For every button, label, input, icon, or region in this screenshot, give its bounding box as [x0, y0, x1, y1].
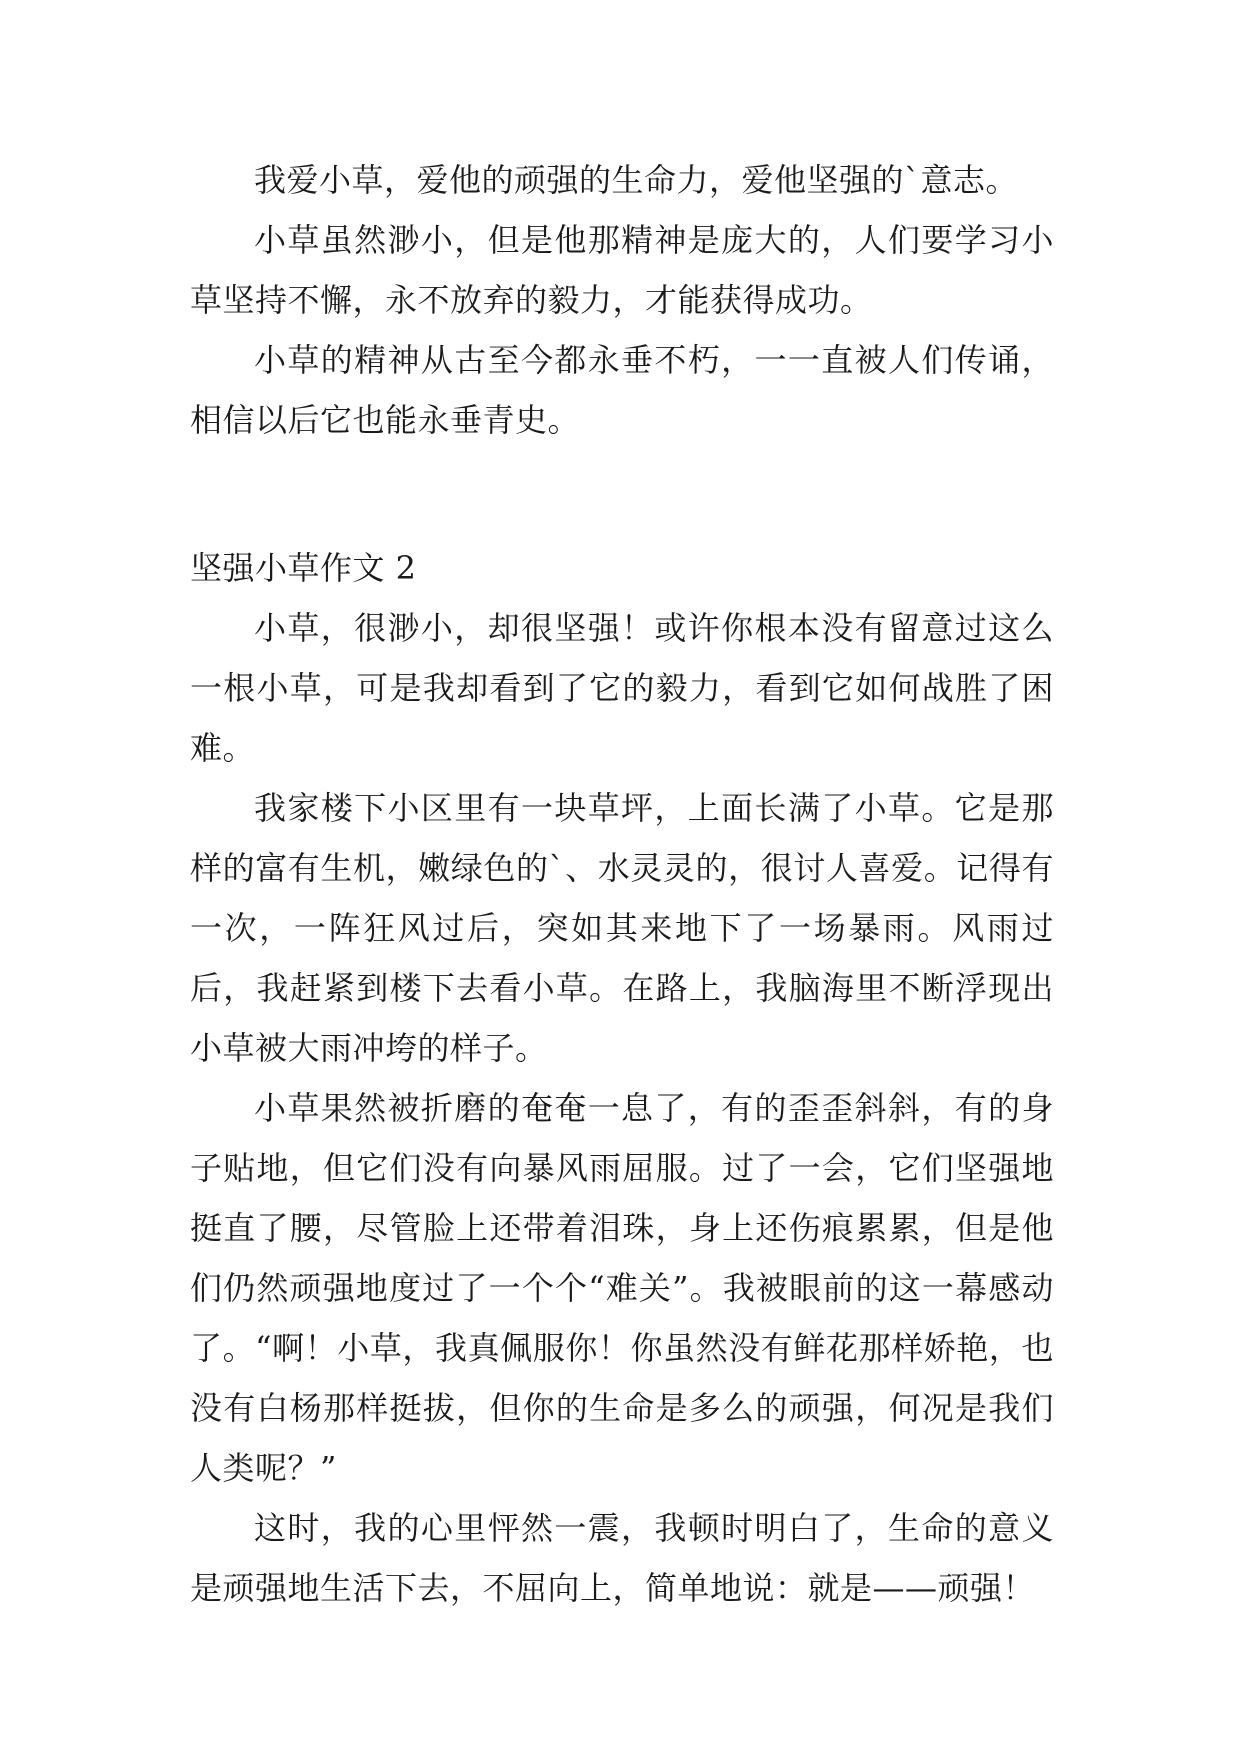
paragraph: 我爱小草，爱他的顽强的生命力，爱他坚强的`意志。	[254, 161, 1019, 199]
paragraph: 小草，很渺小，却很坚强！或许你根本没有留意过这么一根小草，可是我却看到了它的毅力，看到它如何战胜了困难。	[190, 609, 1054, 767]
essay-heading: 坚强小草作文 2	[190, 549, 417, 587]
paragraph: 我家楼下小区里有一块草坪，上面长满了小草。它是那样的富有生机，嫩绿色的`、水灵灵的，很讨人喜爱。记得有一次，一阵狂风过后，突如其来地下了一场暴雨。风雨过后，我赶紧到楼下去看小草。在路上，我脑海里不断浮现出小草被大雨冲垮的样子。	[190, 789, 1054, 1067]
paragraph: 小草虽然渺小，但是他那精神是庞大的，人们要学习小草坚持不懈，永不放弃的毅力，才能获得成功。	[190, 221, 1054, 319]
paragraph: 小草果然被折磨的奄奄一息了，有的歪歪斜斜，有的身子贴地，但它们没有向暴风雨屈服。过了一会，它们坚强地挺直了腰，尽管脸上还带着泪珠，身上还伤痕累累，但是他们仍然顽强地度过了一个个“难关”。我被眼前的这一幕感动了。“啊！小草，我真佩服你！你虽然没有鲜花那样娇艳，也没有白杨那样挺拔，但你的生命是多么的顽强，何况是我们人类呢？”	[190, 1089, 1054, 1487]
paragraph: 这时，我的心里怦然一震，我顿时明白了，生命的意义是顽强地生活下去，不屈向上，简单地说：就是——顽强！	[190, 1509, 1054, 1607]
paragraph: 小草的精神从古至今都永垂不朽，一一直被人们传诵，相信以后它也能永垂青史。	[190, 341, 1054, 439]
document-page	[190, 150, 1054, 1618]
